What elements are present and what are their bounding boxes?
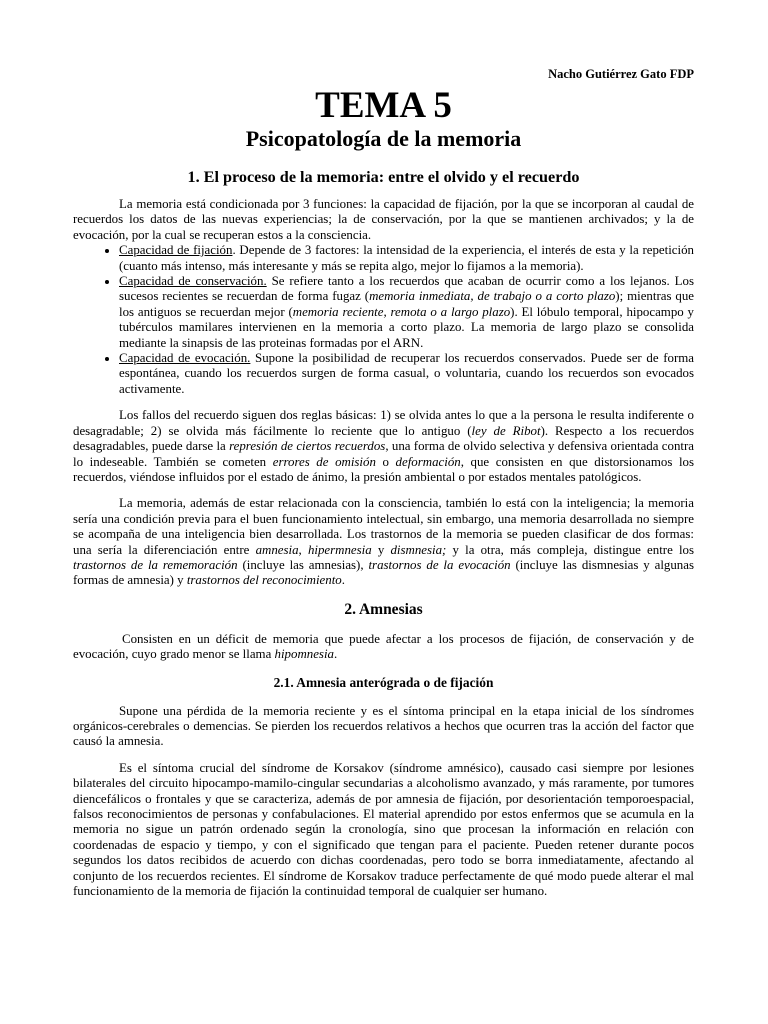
list-item <box>119 243 694 274</box>
list-item-text: Supone la posibilidad de recuperar los recuerdos conservados. Puede ser de forma espontánea, cuando los recuerdos surgen de forma casual, o voluntaria, cuando los recuerdos son evocados activamente. <box>119 351 694 396</box>
italic-term: memoria reciente, remota o a largo plazo <box>292 304 511 319</box>
list-item-text: . Depende de 3 factores: la intensidad de la experiencia, el interés de esta y la repetición (cuanto más intenso, más interesante y más se repita algo, mejor lo fijamos a la memoria). <box>119 243 695 273</box>
document-subtitle: Psicopatología de la memoria <box>245 126 522 151</box>
section-2-paragraph-1: Consisten en un déficit de memoria que puede afectar a los procesos de fijación, de conservación y de evocación, cuyo grado menor se llama hipomnesia. <box>73 631 694 662</box>
subsection-2-1-heading: 2.1. Amnesia anterógrada o de fijación <box>273 674 494 690</box>
list-item-term: Capacidad de fijación <box>119 243 233 258</box>
document-title: TEMA 5 <box>315 85 452 126</box>
section-1-paragraph-3: La memoria, además de estar relacionada con la consciencia, también lo está con la inteligencia; la memoria sería una condición previa para el buen funcionamiento intelectual, sin embargo, una memoria desarrollada no siempre se acompaña de una inteligencia bien desarrollada. Los trastornos de la memoria se pueden clasificar de dos formas: una sería la diferenciación entre amnesia, hipermnesia y dismnesia; y la otra, más compleja, distingue entre los trastornos de la rememoración (incluye las amnesias), trastornos de la evocación (incluye las dismnesias y algunas formas de amnesia) y trastornos del reconocimiento. <box>73 496 695 588</box>
author-name: Nacho Gutiérrez Gato FDP <box>548 67 694 81</box>
list-item <box>119 351 694 397</box>
section-1-paragraph-2: Los fallos del recuerdo siguen dos reglas básicas: 1) se olvida antes lo que a la persona le resulta indiferente o desagradable; 2) se olvida más fácilmente lo reciente que lo antiguo (ley de Ribot). Respecto a los recuerdos desagradables, puede darse la represión de ciertos recuerdos, una forma de olvido selectiva y defensiva orientada contra lo indeseable. También se cometen errores de omisión o deformación, que consisten en que distorsionamos los recuerdos, viéndose influidos por el estado de ánimo, la presión ambiental o por estados mentales patológicos. <box>73 408 694 484</box>
list-item <box>119 274 694 351</box>
list-item-text: Se refiere tanto a los recuerdos que acaban de ocurrir como a los lejanos. Los sucesos recientes se recuerdan de forma fugaz ( <box>119 274 694 304</box>
list-item-text: ). El lóbulo temporal, hipocampo y tubérculos mamilares intervienen en la memoria a corto plazo. La memoria de largo plazo se consolida mediante la sinapsis de las proteinas formadas por el ARN. <box>119 304 694 350</box>
subsection-2-1-paragraph-2: Es el síntoma crucial del síndrome de Korsakov (síndrome amnésico), causado casi siempre por lesiones bilaterales del circuito hipocampo-mamilo-cingular secundarias a alcoholismo avanzado, y más raramente, por tumores diencefálicos o frontales y que se caracteriza, además de por amnesia de fijación, por desorientación temporoespacial, falsos reconocimientos de personas y confabulaciones. El material aprendido por estos enfermos que se acumula en la memoria no sigue un patrón ordenado según la cronología, sino que procesan la información en relación con coordenadas de espacio y tiempo, y con el significado que tengan para el paciente. Pueden retener durante pocos segundos los datos recibidos de acuerdo con dichas coordenadas, pero todo se borra inmediatamente, afectando al conjunto de los recuerdos recientes. El síndrome de Korsakov traduce perfectamente de qué modo puede alterar el mal funcionamiento de la memoria de fijación la continuidad temporal de cualquier ser humano. <box>73 760 694 899</box>
section-2-heading: 2. Amnesias <box>344 600 423 618</box>
list-item-text: ); mientras que los antiguos se recuerdan mejor ( <box>119 289 695 319</box>
list-item-term: Capacidad de evocación. <box>119 351 251 366</box>
italic-term: memoria inmediata, de trabajo o a corto plazo <box>369 289 616 304</box>
subsection-2-1-paragraph-1: Supone una pérdida de la memoria reciente y es el síntoma principal en la etapa inicial de los síndromes orgánicos-cerebrales o demencias. Se pierden los recuerdos relativos a hechos que ocurren tras la acción del factor que causó la amnesia. <box>73 703 694 749</box>
section-1-intro: La memoria está condicionada por 3 funciones: la capacidad de fijación, por la que se incorporan al caudal de recuerdos los datos de las nuevas experiencias; la de conservación, por la que se mantienen archivados; y la de evocación, por la cual se recuperan estos a la consciencia. <box>73 197 694 242</box>
list-item-term: Capacidad de conservación. <box>119 274 267 289</box>
memory-capacities-list <box>73 243 694 397</box>
document-body <box>73 167 694 910</box>
section-1-heading: 1. El proceso de la memoria: entre el olvido y el recuerdo <box>187 168 580 186</box>
